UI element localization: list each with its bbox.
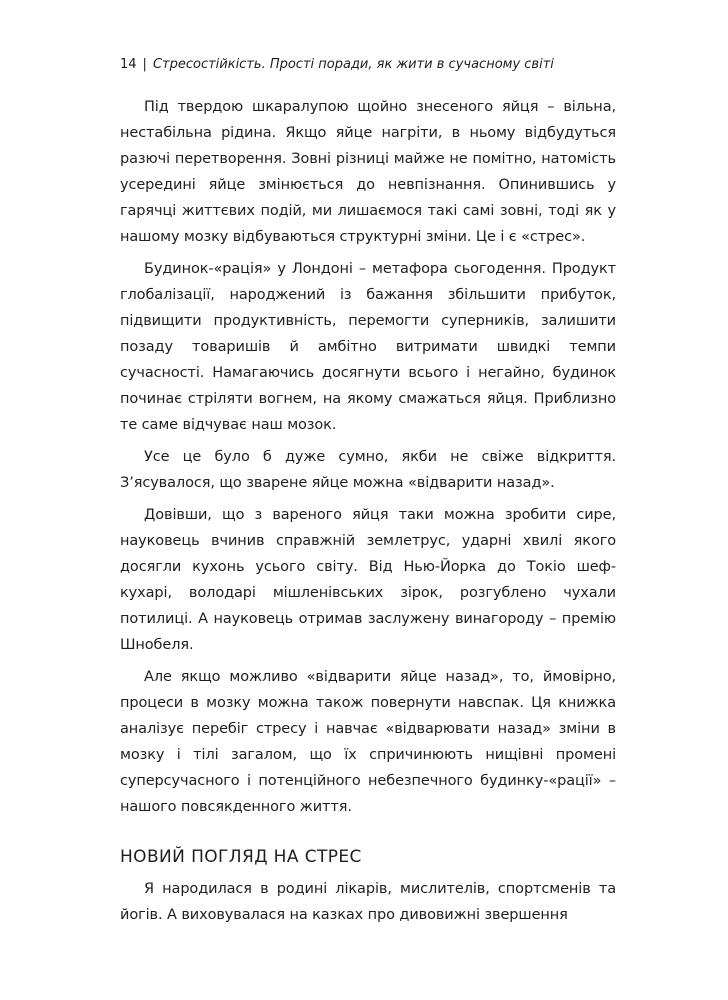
running-header — [120, 56, 616, 74]
paragraph: Але якщо можливо «відварити яйце назад», то, ймовірно, процеси в мозку можна також повернути навспак. Ця книжка аналізує перебіг стресу і навчає «відварювати назад» зміни в мозку і тілі загалом, що їх спричинюють нищівні промені суперсучасного і потенційного небезпечного будинку-«рації» – нашого повсякденного життя. — [120, 669, 616, 815]
paragraph: Я народилася в родині лікарів, мислителів, спортсменів та йогів. А виховувалася на казках про дивовижні звершення — [120, 881, 616, 923]
paragraph: Під твердою шкаралупою щойно знесеного яйця – вільна, нестабільна рідина. Якщо яйце нагріти, в ньому відбудуться разючі перетворення. Зовні різниці майже не помітно, натомість усередині яйце змінюється до невпізнання. Опинившись у гарячці життєвих подій, ми лишаємося такі самі зовні, тоді як у нашому мозку відбуваються структурні зміни. Це і є «стрес». — [120, 99, 616, 245]
section-heading: НОВИЙ ПОГЛЯД НА СТРЕС — [120, 847, 362, 867]
paragraph: Усе це було б дуже сумно, якби не свіже відкриття. З’ясувалося, що зварене яйце можна «відварити назад». — [120, 449, 616, 491]
book-page — [120, 56, 616, 928]
paragraph: Довівши, що з вареного яйця таки можна зробити сире, науковець вчинив справжній землетрус, ударні хвилі якого досягли кухонь усього світу. Від Нью-Йорка до Токіо шеф-кухарі, володарі мішленівських зірок, розгублено чухали потилиці. А науковець отримав заслужену винагороду – премію Шнобеля. — [120, 507, 616, 653]
paragraph: Будинок-«рація» у Лондоні – метафора сьогодення. Продукт глобалізації, народжений із бажання збільшити прибуток, підвищити продуктивність, перемогти суперників, залишити позаду товаришів й амбітно витримати швидкі темпи сучасності. Намагаючись досягнути всього і негайно, будинок починає стріляти вогнем, на якому смажаться яйця. Приблизно те саме відчуває наш мозок. — [120, 261, 616, 433]
body-text — [120, 94, 616, 928]
page-number: 14 — [120, 57, 137, 72]
header-separator: | — [142, 57, 147, 72]
book-title: Стресостійкість. Прості поради, як жити в сучасному світі — [152, 57, 554, 72]
